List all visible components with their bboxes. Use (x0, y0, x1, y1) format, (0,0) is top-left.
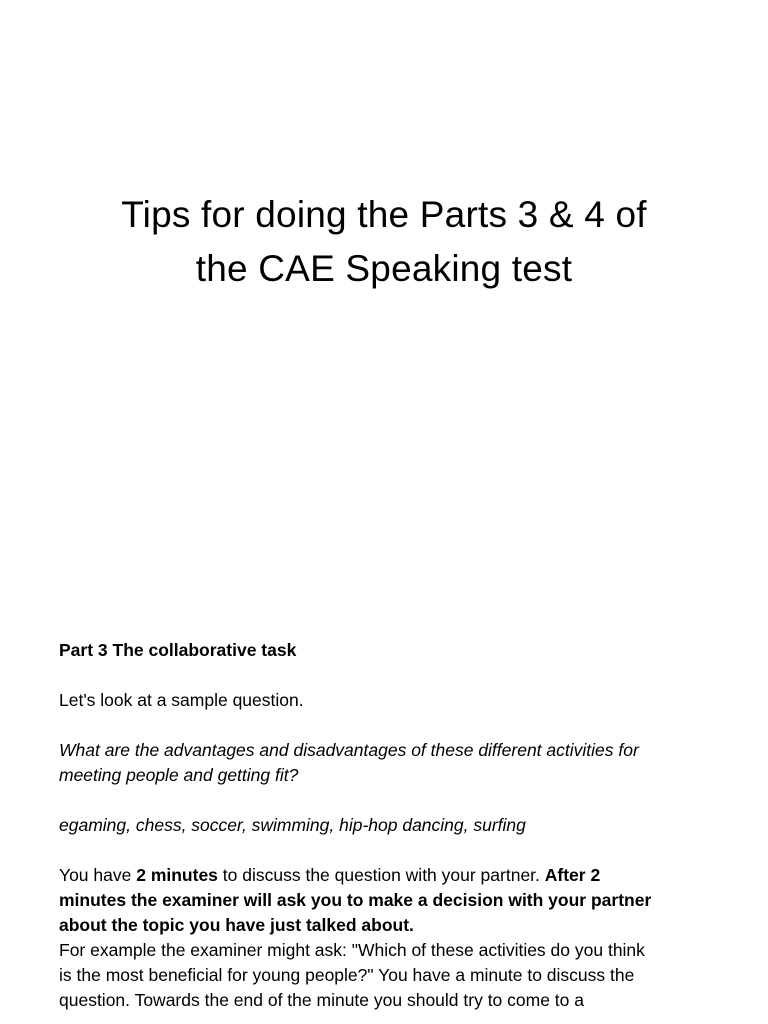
section-heading: Part 3 The collaborative task (59, 640, 297, 660)
sample-question-line-2: meeting people and getting fit? (59, 765, 299, 785)
example-line-1: For example the examiner might ask: "Which of these activities do you think (59, 940, 645, 960)
spacer (59, 713, 739, 738)
instructions-line-2: minutes the examiner will ask you to make a decision with your partner (59, 890, 652, 910)
example-line-2: is the most beneficial for young people?" You have a minute to discuss the (59, 965, 635, 985)
sample-question-line-1: What are the advantages and disadvantages of these different activities for (59, 740, 639, 760)
instructions-text: You have (59, 865, 137, 885)
time-limit-emphasis: 2 minutes (136, 865, 218, 885)
instructions-line-1 (59, 863, 739, 888)
decision-emphasis: After 2 (544, 865, 601, 885)
spacer (59, 663, 739, 688)
slide-title-line-2: the CAE Speaking test (195, 248, 573, 289)
instructions-paragraph (59, 863, 739, 938)
instructions-line-3: about the topic you have just talked about. (59, 915, 414, 935)
spacer (59, 838, 739, 863)
slide-body (59, 638, 739, 1013)
activities-list: egaming, chess, soccer, swimming, hip-hop dancing, surfing (59, 815, 526, 835)
slide-title (40, 188, 728, 296)
slide-title-line-1: Tips for doing the Parts 3 & 4 of (121, 194, 647, 235)
instructions-text: to discuss the question with your partner. (217, 865, 545, 885)
intro-text: Let's look at a sample question. (59, 690, 304, 710)
sample-question (59, 738, 739, 788)
example-line-3: question. Towards the end of the minute you should try to come to a (59, 990, 584, 1010)
example-paragraph (59, 938, 739, 1013)
spacer (59, 788, 739, 813)
